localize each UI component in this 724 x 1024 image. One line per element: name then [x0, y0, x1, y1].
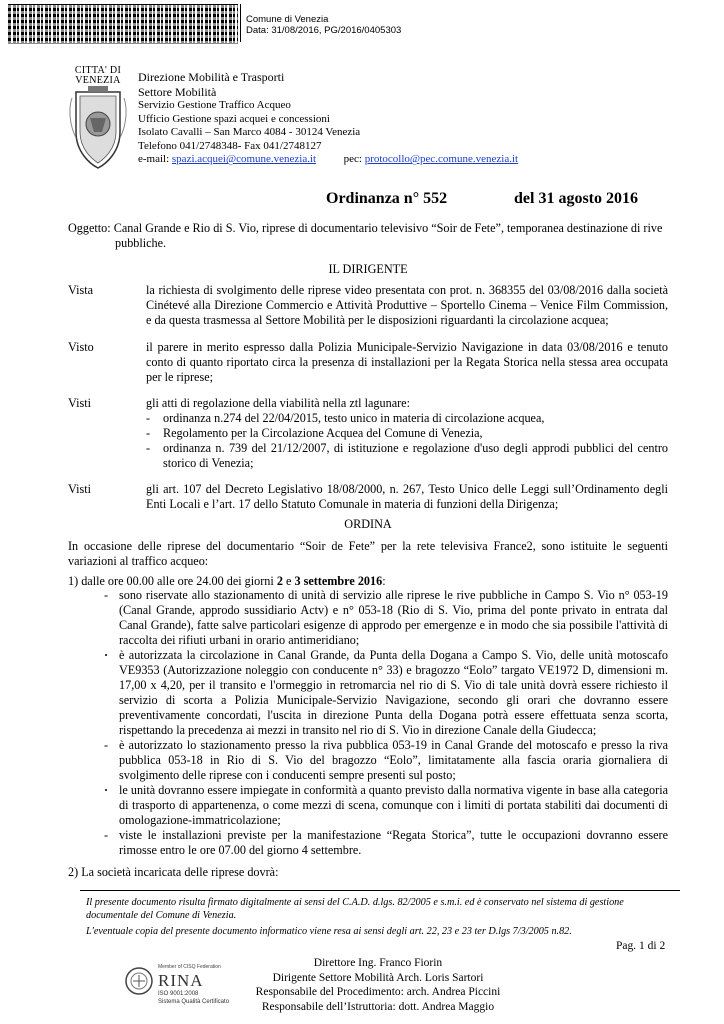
- rina-seal-icon: [124, 966, 154, 996]
- premise-block-3: [146, 396, 668, 471]
- footer-divider: [80, 890, 680, 891]
- signature-line-1: Direttore Ing. Franco Fiorin: [313, 957, 443, 969]
- point-1-suffix: :: [382, 574, 386, 588]
- city-logo: [66, 66, 130, 174]
- premise-text-4: gli art. 107 del Decreto Legislativo 18/08/2000, n. 267, Testo Unico delle Leggi sull’Ordinamento degli Enti Locali e l’art. 17 dello Statuto Comunale in materia di funzioni della Dirigenza;: [146, 482, 668, 511]
- email-link[interactable]: spazi.acquei@comune.venezia.it: [171, 153, 317, 166]
- point-1-day-1: 2: [276, 574, 283, 588]
- rina-brand: RINA: [158, 971, 204, 990]
- pec-label: pec:: [343, 153, 365, 166]
- regulation-list: [146, 411, 668, 471]
- point-1-mid: e: [282, 574, 295, 588]
- signature-block: [228, 956, 528, 1014]
- ordinance-date: del 31 agosto 2016: [514, 190, 638, 207]
- office-line-6: Telefono 041/2748348- Fax 041/2748127: [138, 139, 322, 152]
- heading-ordina: ORDINA: [344, 517, 392, 531]
- point-2-heading: 2) La società incaricata delle riprese dovrà:: [68, 865, 279, 879]
- ordinance-number: Ordinanza n° 552: [326, 190, 448, 207]
- rina-system: Sistema Qualità Certificato: [158, 999, 230, 1005]
- office-line-4: Ufficio Gestione spazi acquei e concessioni: [138, 112, 330, 125]
- rina-certification: [124, 960, 236, 1016]
- logo-line-2: VENEZIA: [75, 75, 121, 86]
- stamp-divider: [240, 4, 241, 42]
- subject-line-1: Oggetto: Canal Grande e Rio di S. Vio, riprese di documentario televisivo “Soir de Fete”, temporanea destinazione di rive: [68, 221, 663, 235]
- email-label: e-mail:: [138, 153, 172, 166]
- stamp-line-1: Comune di Venezia: [246, 14, 329, 25]
- premise-text-1: la richiesta di svolgimento delle riprese video presentata con prot. n. 368355 del 03/08/2016 dalla società Cinétevé alla Direzione Commercio e Attività Produttive – Sportello Cinema – Venice Film Commission, e da questa trasmessa al Settore Mobilità per le disposizioni riguardanti la circolazione acquea;: [146, 283, 668, 327]
- page-indicator: Pag. 1 di 2: [616, 940, 666, 952]
- premise-label-4: Visti: [68, 482, 91, 496]
- premise-label-3: Visti: [68, 396, 91, 410]
- list-item: - ordinanza n. 739 del 21/12/2007, di istituzione e regolazione d'uso degli approdi pubblici del centro storico di Venezia;: [146, 441, 668, 471]
- signature-line-4: Responsabile dell’Istruttoria: dott. Andrea Maggio: [261, 1000, 495, 1013]
- list-item: - è autorizzato lo stazionamento presso la riva pubblica 053-19 in Canal Grande del motoscafo e presso la riva pubblica 053-18 in Rio di S. Vio del bragozzo “Eolo”, limitatamente alla fascia oraria giornaliera di svolgimento delle riprese con i conducenti sempre presenti sul posto;: [102, 738, 668, 783]
- subject: [68, 221, 668, 251]
- stamp-line-2: Data: 31/08/2016, PG/2016/0405303: [246, 25, 402, 36]
- list-item: - ordinanza n.274 del 22/04/2015, testo unico in materia di circolazione acquea,: [146, 411, 668, 426]
- point-1-heading: [68, 574, 386, 589]
- office-line-5: Isolato Cavalli – San Marco 4084 - 30124 Venezia: [138, 126, 361, 139]
- point-1-day-2: 3 settembre 2016: [294, 574, 383, 588]
- rina-member: Member of CISQ Federation: [158, 964, 221, 970]
- premise-text-3: gli atti di regolazione della viabilità nella ztl lagunare:: [146, 396, 410, 410]
- list-item: · è autorizzata la circolazione in Canal Grande, da Punta della Dogana a Campo S. Vio, delle unità motoscafo VE9353 (Autorizzazione noleggio con conducente n° 33) e bragozzo “Eolo” targato VE1972 D, dimensioni m. 17,00 x 4,20, per il transito e l'ormeggio in retromarcia nel rio di S. Vio di tale unità dovrà essere richiesto il servizio di scorta a Polizia Municipale-Servizio Navigazione, secondo gli orari che dovranno essere preventivamente concordati, l'uscita in direzione Punta della Dogana potrà essere effettuata senza scorta, rispettando la precedenza ai mezzi in transito nel rio di S. Vio in direzione Canale della Giudecca;: [102, 648, 668, 738]
- subject-line-2: pubbliche.: [115, 236, 167, 250]
- pec-link[interactable]: protocollo@pec.comune.venezia.it: [364, 153, 519, 166]
- office-contacts: [138, 153, 518, 167]
- copy-note: L'eventuale copia del presente documento informatico viene resa ai sensi degli art. 22, 23 e 23 ter D.lgs 7/3/2005 n.82.: [86, 926, 572, 937]
- list-item: - Regolamento per la Circolazione Acquea del Comune di Venezia,: [146, 426, 668, 441]
- office-line-3: Servizio Gestione Traffico Acqueo: [138, 99, 291, 111]
- signature-line-3: Responsabile del Procedimento: arch. Andrea Piccini: [255, 986, 501, 999]
- point-1-prefix: 1) dalle ore 00.00 alle ore 24.00 dei giorni: [68, 574, 277, 588]
- premise-label-1: Vista: [68, 283, 93, 297]
- heading-dirigente: IL DIRIGENTE: [328, 262, 408, 276]
- list-item: - sono riservate allo stazionamento di unità di servizio alle riprese le rive pubbliche in Campo S. Vio n° 053-19 (Canal Grande, approdo sussidiario Actv) e n° 053-18 (Rio di S. Vio, prima del ponte privato in entrata dal Canal Grande), fatte salve particolari esigenze di approdo per emergenze e in modo che sia possibile l'attività di raccolta dei rifiuti urbani in orario antimeridiano;: [102, 588, 668, 648]
- signature-line-2: Dirigente Settore Mobilità Arch. Loris Sartori: [272, 971, 484, 984]
- logo-line-1: CITTA' DI: [74, 65, 122, 76]
- office-line-1: Direzione Mobilità e Trasporti: [138, 70, 285, 84]
- rina-iso: ISO 9001:2008: [158, 991, 199, 997]
- digital-signature-note: Il presente documento risulta firmato digitalmente ai sensi del C.A.D. d.lgs. 82/2005 e s.m.i. ed è conservato nel sistema di gestione documentale del Comune di Venezia.: [86, 897, 624, 921]
- office-address-block: [138, 70, 518, 167]
- protocol-stamp: [246, 14, 401, 36]
- premise-label-2: Visto: [68, 340, 94, 354]
- list-item: - viste le installazioni previste per la manifestazione “Regata Storica”, tutte le occupazioni dovranno essere rimosse entro le ore 07.00 del giorno 4 settembre.: [102, 828, 668, 858]
- office-line-2: Settore Mobilità: [138, 84, 217, 99]
- premise-text-2: il parere in merito espresso dalla Polizia Municipale-Servizio Navigazione in data 03/08/2016 e tenuto conto di quanto riportato circa la presenza di installazioni per la Regata Storica nella stessa area occupata per le riprese;: [146, 340, 668, 384]
- barcode-pattern: [8, 4, 238, 44]
- list-item: · le unità dovranno essere impiegate in conformità a quanto previsto dalla normativa vigente in base alla categoria di trasporto di appartenenza, o come mezzi di scena, comunque con i limiti di portata stabiliti dai documenti di omologazione-immatricolazione;: [102, 783, 668, 828]
- intro-paragraph: In occasione delle riprese del documentario “Soir de Fete” per la rete televisiva France2, sono istituite le seguenti variazioni al traffico acqueo:: [68, 539, 668, 568]
- coat-of-arms-icon: [66, 86, 130, 172]
- point-1-list: [102, 588, 668, 858]
